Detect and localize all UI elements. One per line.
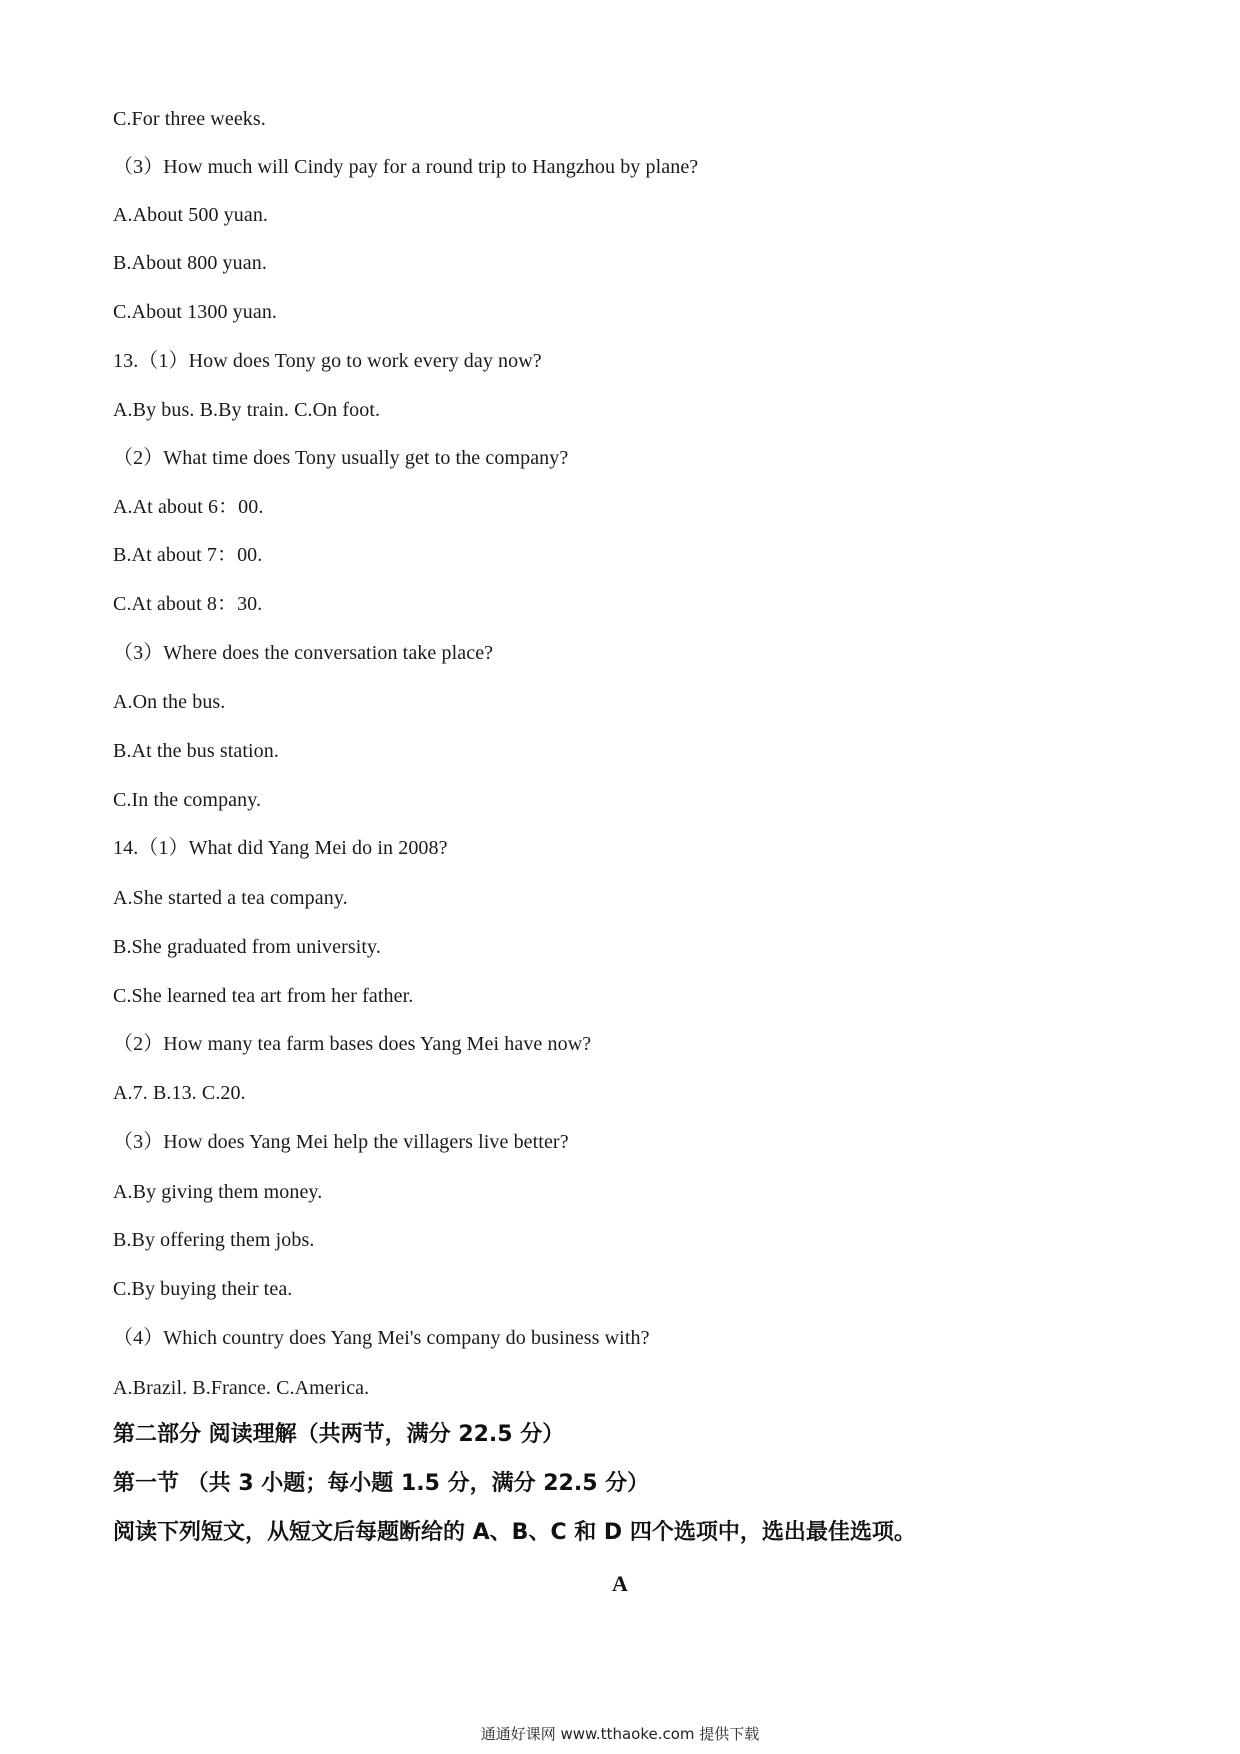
instruction-heading: 阅读下列短文，从短文后每题断给的 A、B、C 和 D 四个选项中，选出最佳选项。 [113,1520,916,1545]
option-line: C.She learned tea art from her father. [113,985,414,1007]
option-line: B.About 800 yuan. [113,252,267,274]
question-line: （3）How does Yang Mei help the villagers live better? [113,1131,569,1153]
option-line: B.At the bus station. [113,740,279,762]
section-one-heading: 第一节 （共 3 小题；每小题 1.5 分，满分 22.5 分） [113,1471,650,1496]
option-line: A.At about 6：00. [113,496,264,518]
question-line: 14.（1）What did Yang Mei do in 2008? [113,837,448,859]
option-line: A.On the bus. [113,691,226,713]
part-two-heading: 第二部分 阅读理解（共两节，满分 22.5 分） [113,1422,565,1447]
option-line: C.At about 8：30. [113,593,263,615]
option-line: C.By buying their tea. [113,1278,293,1300]
option-line: A.About 500 yuan. [113,204,269,226]
footer-text: 通通好课网 www.tthaoke.com 提供下载 [480,1725,760,1743]
option-line: B.She graduated from university. [113,936,381,958]
option-line: A.7. B.13. C.20. [113,1082,246,1104]
passage-label: A [612,1571,628,1596]
option-line: B.By offering them jobs. [113,1229,315,1251]
question-line: （3）How much will Cindy pay for a round trip to Hangzhou by plane? [113,156,699,178]
question-line: （4）Which country does Yang Mei's company do business with? [113,1327,650,1349]
question-line: （2）How many tea farm bases does Yang Mei have now? [113,1033,592,1055]
option-line: C.About 1300 yuan. [113,301,278,323]
question-line: （3）Where does the conversation take place? [113,642,494,664]
option-line: A.Brazil. B.France. C.America. [113,1377,370,1399]
option-line: A.By giving them money. [113,1181,323,1203]
option-line: B.At about 7：00. [113,544,263,566]
option-line: C.For three weeks. [113,108,266,130]
option-line: A.By bus. B.By train. C.On foot. [113,399,381,421]
option-line: C.In the company. [113,789,262,811]
question-line: （2）What time does Tony usually get to the company? [113,447,569,469]
option-line: A.She started a tea company. [113,887,348,909]
question-line: 13.（1）How does Tony go to work every day now? [113,350,542,372]
